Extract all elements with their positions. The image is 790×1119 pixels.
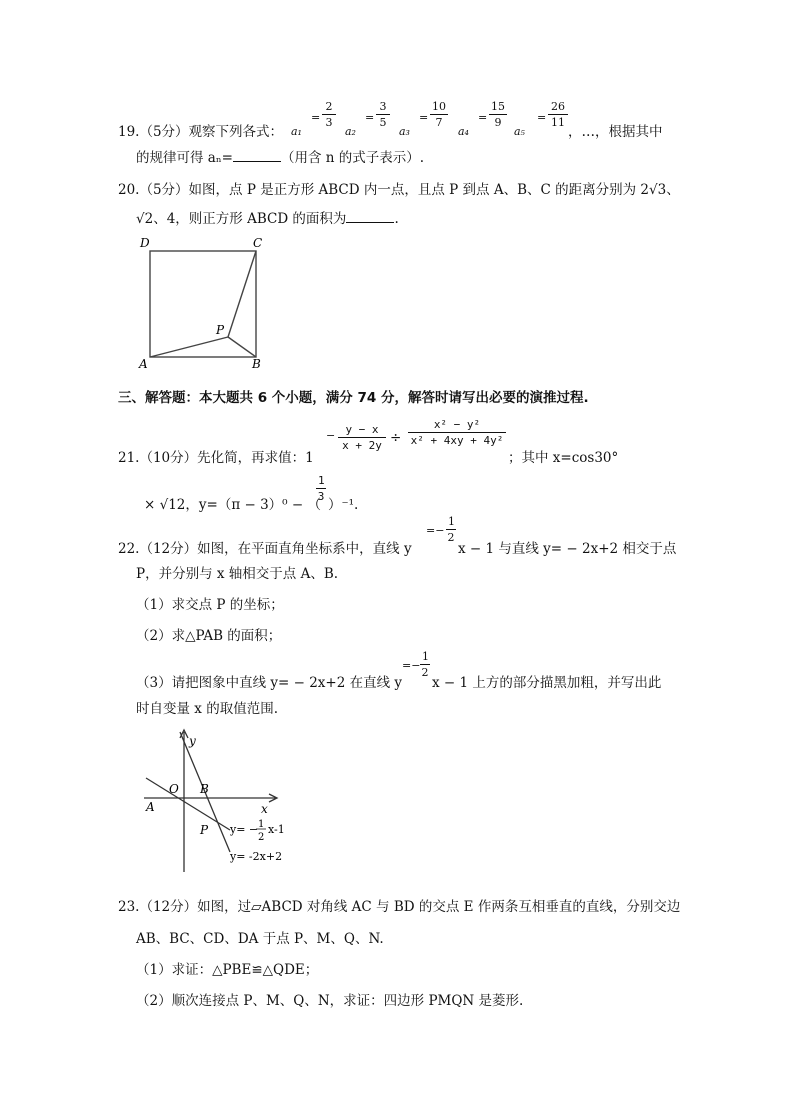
line1-label-num: 1 bbox=[258, 819, 265, 830]
q21-pre: 21.（10分）先化简，再求值：1 bbox=[118, 450, 314, 466]
q21-frac2-num: x² − y² bbox=[408, 418, 506, 433]
line2-label: y= -2x+2 bbox=[230, 850, 283, 863]
q20-line1: 20.（5分）如图，点 P 是正方形 ABCD 内一点，且点 P 到点 A、B、C 的距离分别为 2√3、 bbox=[118, 182, 680, 198]
label-a: A bbox=[139, 357, 148, 371]
q19-frac5-num: 26 bbox=[548, 100, 568, 115]
q19-frac2-num: 3 bbox=[376, 100, 390, 115]
q19-frac4-num: 15 bbox=[491, 100, 505, 113]
label-b: B bbox=[252, 357, 261, 371]
label-x-axis: x bbox=[261, 802, 268, 816]
q21-frac3 bbox=[316, 474, 326, 503]
q22-half-num: 1 bbox=[448, 515, 455, 528]
q21-frac1 bbox=[338, 423, 386, 452]
q22-sub3-post: x − 1 上方的部分描黑加粗，并写出此 bbox=[432, 675, 662, 691]
q22-sub3-half-den: 2 bbox=[421, 666, 429, 679]
segment-pa bbox=[150, 337, 228, 357]
q19-frac5-den: 11 bbox=[551, 116, 565, 129]
q19-a3: a₃ bbox=[399, 125, 410, 138]
q19-frac1-num: 2 bbox=[322, 100, 336, 115]
section3-heading: 三、解答题：本大题共 6 个小题，满分 74 分，解答时请写出必要的演推过程. bbox=[118, 390, 589, 406]
q19-a2: a₂ bbox=[345, 125, 356, 138]
q21-line2: × √12，y=（π − 3）⁰ − （ bbox=[144, 497, 321, 513]
q22-half-den: 2 bbox=[447, 531, 455, 544]
q22-sub1: （1）求交点 P 的坐标； bbox=[136, 597, 284, 613]
q23-line2: AB、BC、CD、DA 于点 P、M、Q、N. bbox=[136, 931, 384, 947]
segment-pb bbox=[228, 337, 256, 357]
q19-frac4-den: 9 bbox=[494, 116, 502, 129]
q19-a5: a₅ bbox=[514, 125, 525, 138]
square-figure bbox=[136, 234, 276, 374]
q23-sub2: （2）顺次连接点 P、M、Q、N，求证：四边形 PMQN 是菱形. bbox=[136, 993, 524, 1009]
q22-sub3-eqm: =− bbox=[402, 659, 421, 672]
q21-frac1-den: x + 2y bbox=[342, 439, 382, 452]
label-point-b: B bbox=[200, 782, 209, 796]
square-abcd bbox=[150, 251, 256, 357]
q19-eq4: = bbox=[478, 111, 488, 124]
q23-line1: 23.（12分）如图，过▱ABCD 对角线 AC 与 BD 的交点 E 作两条互相垂直的直线，分别交边 bbox=[118, 899, 681, 915]
q19-line2 bbox=[136, 146, 424, 166]
q22-sub3-half-num: 1 bbox=[422, 650, 429, 663]
q22-sub3-pre: （3）请把图象中直线 y= − 2x+2 在直线 y bbox=[136, 675, 403, 691]
line1-label-den: 2 bbox=[258, 832, 265, 843]
label-y-axis: y bbox=[189, 734, 196, 748]
q21-line2-post: ）⁻¹. bbox=[328, 497, 359, 513]
q19-number: 19.（5分）观察下列各式： bbox=[118, 124, 284, 140]
q19-frac3 bbox=[430, 100, 448, 129]
line1-label-pre: y= − bbox=[230, 823, 259, 836]
q22-sub3-line2: 时自变量 x 的取值范围. bbox=[136, 701, 278, 717]
q19-frac3-num: 10 bbox=[432, 100, 446, 113]
q23-sub1: （1）求证：△PBE≌△QDE； bbox=[136, 962, 319, 978]
q19-frac5 bbox=[548, 100, 568, 129]
q19-line2-post: （用含 n 的式子表示）. bbox=[281, 150, 425, 166]
q20-line2-pre: √2、4，则正方形 ABCD 的面积为 bbox=[136, 211, 347, 227]
q19-answer-blank bbox=[233, 149, 281, 162]
coordinate-figure bbox=[140, 726, 300, 876]
q19-frac3-den: 7 bbox=[435, 116, 443, 129]
q21-minus: − bbox=[326, 429, 336, 442]
q19-frac2 bbox=[376, 100, 390, 129]
label-origin: O bbox=[169, 782, 179, 796]
q19-frac1 bbox=[322, 100, 336, 129]
q19-frac4 bbox=[489, 100, 507, 129]
q19-a1: a₁ bbox=[291, 125, 302, 138]
line1-label-post: x-1 bbox=[268, 823, 285, 836]
q19-tail: ，…，根据其中 bbox=[568, 124, 663, 140]
q22-sub3-half bbox=[420, 650, 430, 679]
label-point-a: A bbox=[146, 800, 155, 814]
label-c: C bbox=[253, 236, 263, 250]
q21-frac3-den: 3 bbox=[317, 490, 325, 503]
q22-sub2: （2）求△PAB 的面积； bbox=[136, 628, 282, 644]
q19-eq5: = bbox=[537, 111, 547, 124]
q20-answer-blank bbox=[346, 210, 394, 223]
q20-line2-post: . bbox=[394, 211, 399, 227]
q21-frac3-num: 1 bbox=[318, 474, 325, 487]
q19-frac1-den: 3 bbox=[325, 116, 333, 129]
q19-line2-pre: 的规律可得 aₙ= bbox=[136, 150, 233, 166]
q22-half bbox=[446, 515, 456, 544]
q19-a4: a₄ bbox=[458, 125, 469, 138]
segment-pc bbox=[228, 251, 256, 337]
q22-eqm: =− bbox=[426, 524, 445, 537]
q22-line1-pre: 22.（12分）如图，在平面直角坐标系中，直线 y bbox=[118, 541, 412, 557]
label-point-p: P bbox=[200, 823, 209, 837]
q21-post: ；其中 x=cos30° bbox=[508, 450, 619, 466]
q22-line1-post: x − 1 与直线 y= − 2x+2 相交于点 bbox=[458, 541, 677, 557]
q21-frac2-den: x² + 4xy + 4y² bbox=[410, 434, 504, 447]
q19-eq3: = bbox=[419, 111, 429, 124]
q21-frac1-num: y − x bbox=[338, 423, 386, 438]
q19-eq2: = bbox=[365, 111, 375, 124]
label-p: P bbox=[216, 323, 225, 337]
q22-line2: P，并分别与 x 轴相交于点 A、B. bbox=[136, 566, 339, 582]
q20-line2 bbox=[136, 207, 399, 227]
q21-frac2 bbox=[408, 418, 506, 447]
q19-frac2-den: 5 bbox=[379, 116, 387, 129]
q21-div: ÷ bbox=[390, 430, 402, 446]
label-d: D bbox=[140, 236, 150, 250]
q19-eq1: = bbox=[311, 111, 321, 124]
